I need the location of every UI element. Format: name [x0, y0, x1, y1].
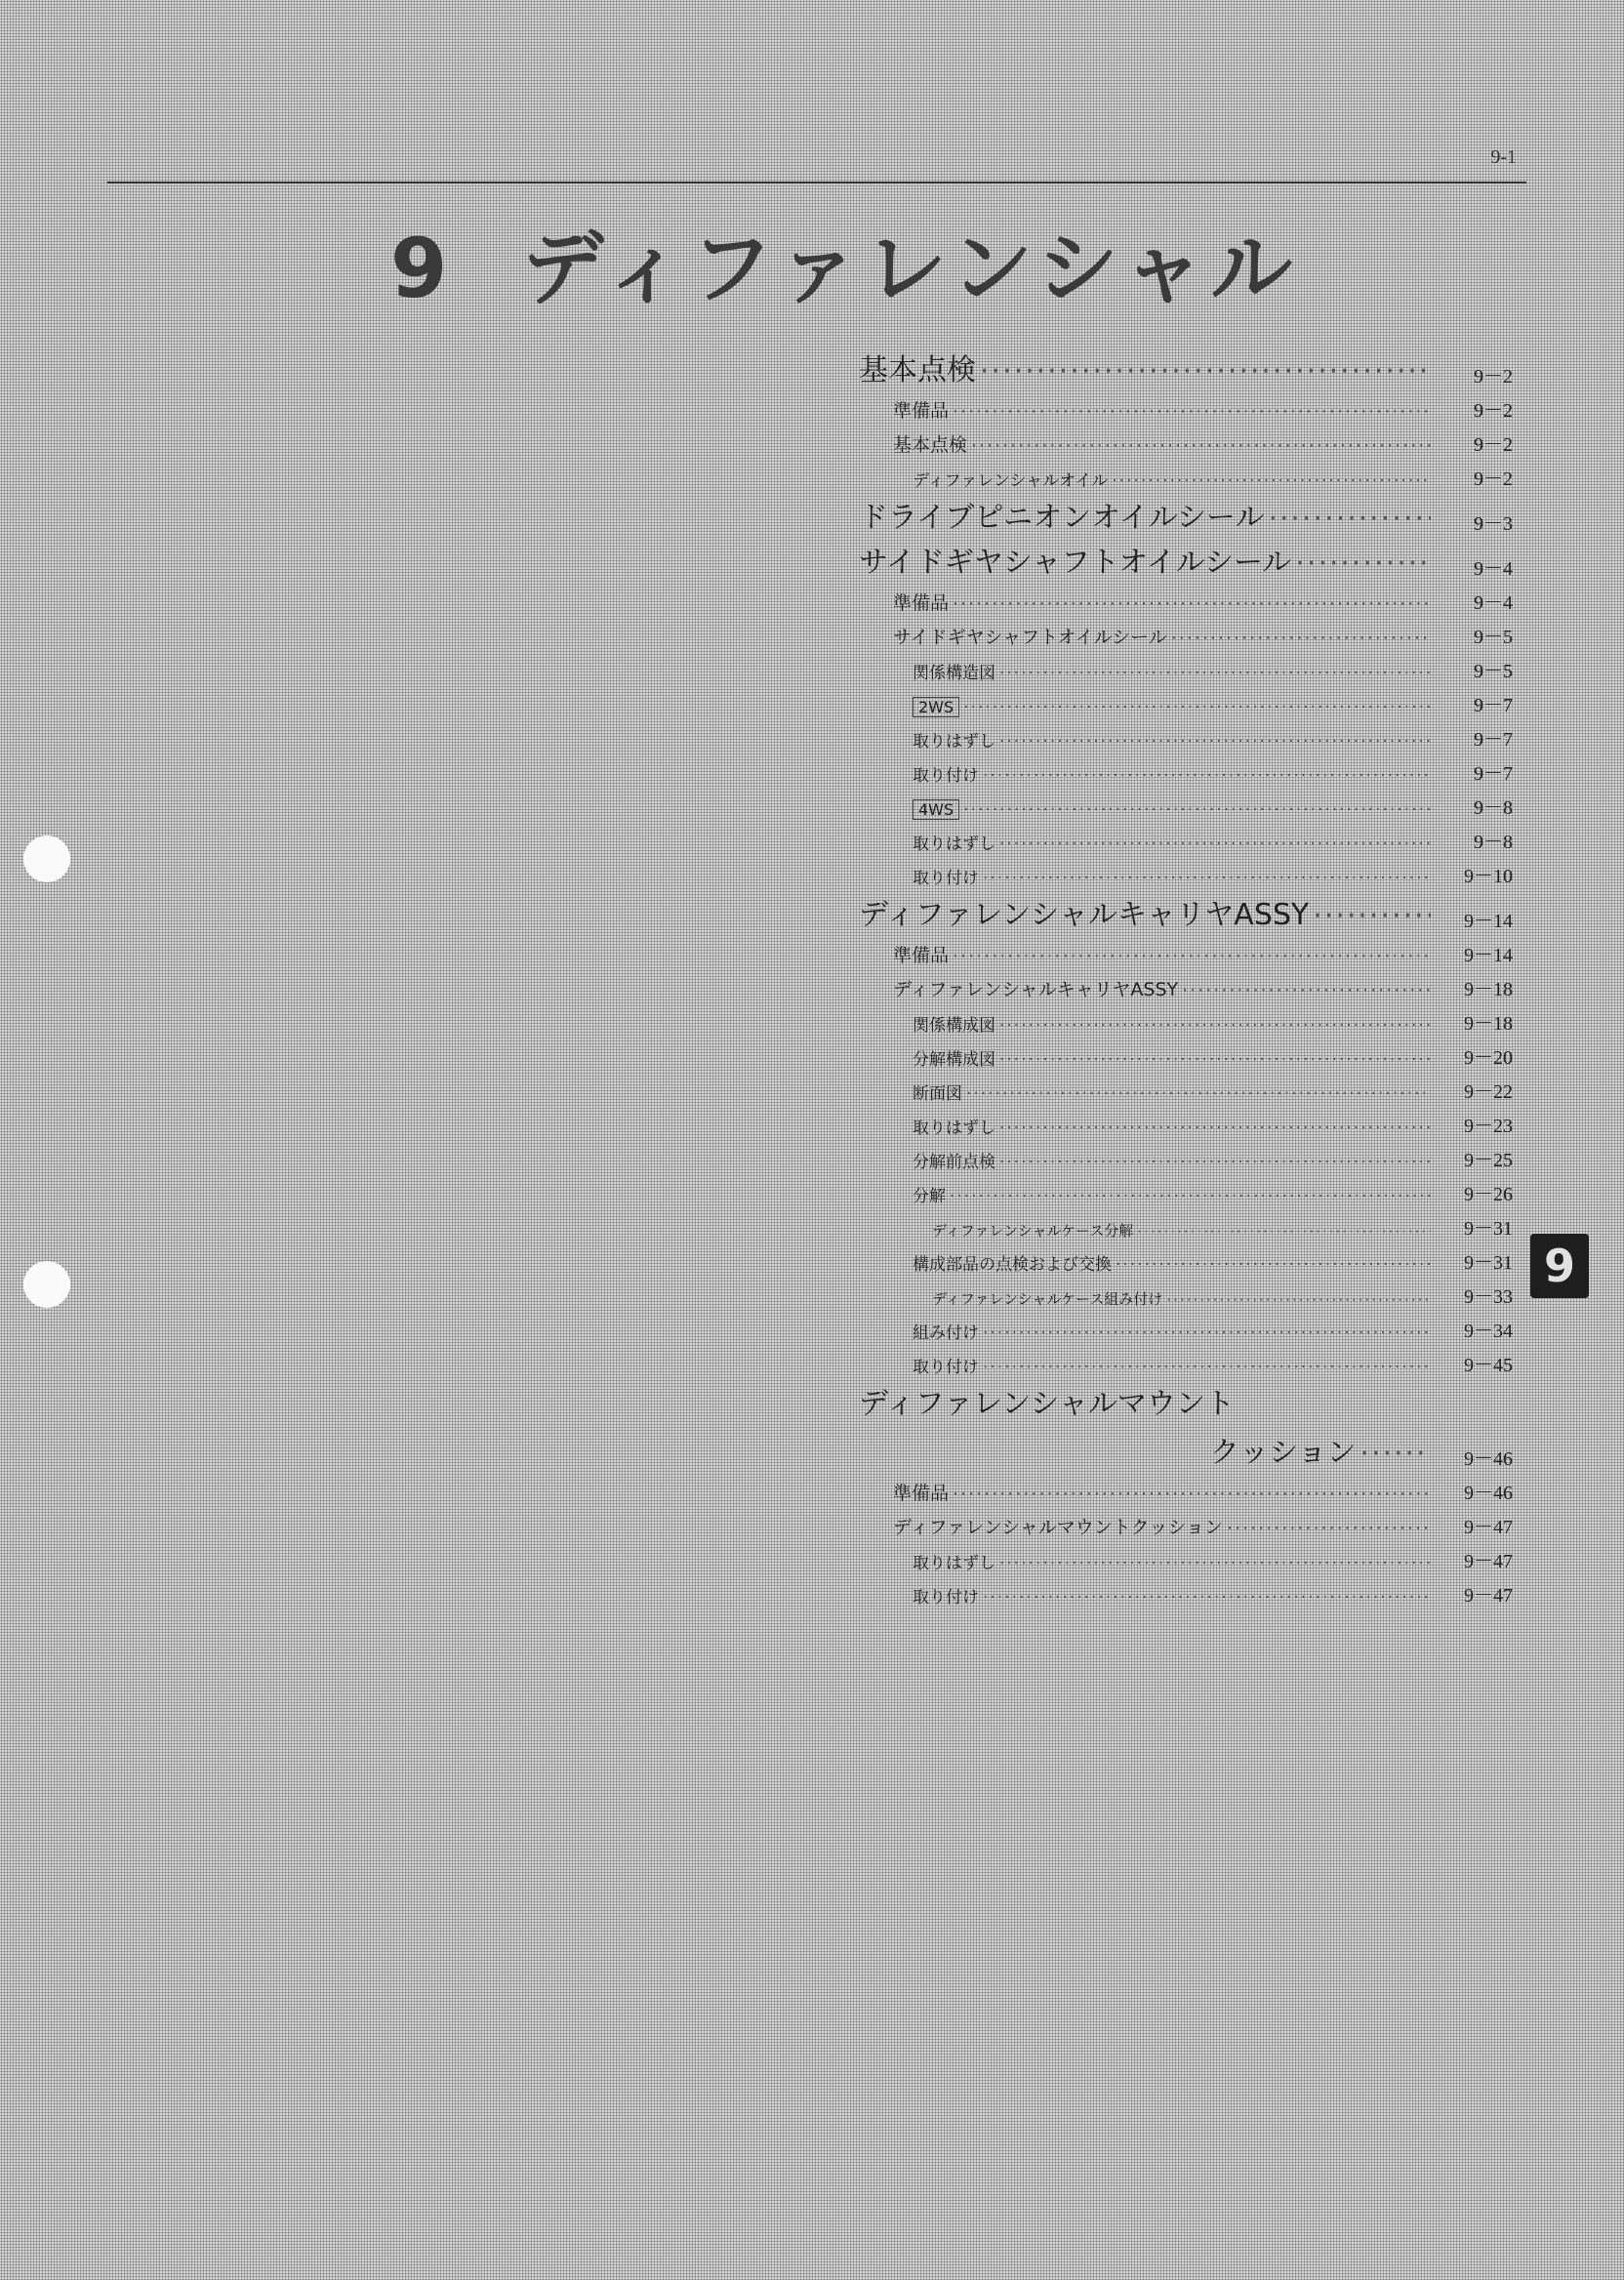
- toc-entry[interactable]: [859, 1138, 1513, 1172]
- toc-leader-dots: [999, 1554, 1431, 1573]
- toc-leader-dots: [983, 766, 1431, 786]
- toc-entry-label: 関係構成図: [913, 1016, 995, 1036]
- toc-entry-page: 9－20: [1464, 1047, 1513, 1069]
- toc-entry[interactable]: [859, 1172, 1513, 1206]
- toc-entry-label: 取りはずし: [913, 1119, 995, 1138]
- toc-entry-label: サイドギヤシャフトオイルシール: [893, 627, 1167, 648]
- toc-leader-dots: [1268, 502, 1431, 536]
- toc-entry[interactable]: [859, 1377, 1513, 1422]
- toc-leader-dots: [999, 664, 1431, 683]
- toc-entry-page: 9－22: [1464, 1081, 1513, 1103]
- toc-entry-page: 9－7: [1474, 695, 1513, 716]
- toc-entry[interactable]: [859, 649, 1513, 683]
- toc-entry-page: 9－5: [1474, 627, 1513, 648]
- chapter-title: [390, 220, 1298, 317]
- toc-entry-page: 9－10: [1464, 866, 1513, 887]
- toc-entry-page: 9－46: [1464, 1483, 1513, 1504]
- toc-leader-dots: [966, 1084, 1431, 1104]
- toc-leader-dots: [953, 1484, 1431, 1505]
- toc-entry[interactable]: [859, 933, 1513, 967]
- toc-entry-label: 基本点検: [893, 434, 968, 456]
- toc-entry[interactable]: [859, 1573, 1513, 1608]
- toc-entry[interactable]: [859, 888, 1513, 933]
- toc-leader-dots: [983, 869, 1431, 888]
- toc-leader-dots: [1182, 980, 1431, 1001]
- toc-entry-page: 9－47: [1464, 1517, 1513, 1538]
- toc-entry-page: 9－25: [1464, 1150, 1513, 1171]
- toc-leader-dots: [1313, 899, 1431, 933]
- toc-entry-label: ディファレンシャルオイル: [913, 471, 1109, 491]
- toc-leader-dots: [999, 732, 1431, 752]
- toc-leader-dots: [980, 354, 1431, 388]
- toc-leader-dots: [999, 1016, 1431, 1036]
- toc-entry[interactable]: [859, 388, 1513, 423]
- toc-entry-label: ディファレンシャルマウント: [859, 1387, 1235, 1421]
- toc-entry-page: 9－23: [1464, 1116, 1513, 1137]
- toc-leader-dots: [953, 593, 1431, 615]
- toc-leader-dots: [953, 401, 1431, 423]
- toc-entry[interactable]: [859, 854, 1513, 888]
- toc-leader-dots: [950, 1187, 1431, 1206]
- toc-leader-dots: [1171, 628, 1431, 649]
- toc-entry[interactable]: [859, 1070, 1513, 1104]
- toc-leader-dots: [999, 1050, 1431, 1070]
- toc-entry-page: 9－2: [1474, 434, 1513, 456]
- toc-leader-dots: [971, 435, 1431, 457]
- toc-entry-label: 取り付け: [913, 766, 979, 786]
- toc-entry-page: 9－34: [1464, 1321, 1513, 1342]
- toc-entry-page: 9－2: [1474, 468, 1513, 490]
- toc-entry[interactable]: [859, 752, 1513, 786]
- toc-entry-label: 取り付け: [913, 869, 979, 888]
- toc-entry[interactable]: [859, 683, 1513, 717]
- toc-entry[interactable]: [859, 1422, 1513, 1471]
- toc-entry[interactable]: [859, 344, 1513, 388]
- toc-entry-page: 9－2: [1474, 366, 1513, 387]
- toc-entry[interactable]: [859, 1241, 1513, 1275]
- toc-entry-label: 構成部品の点検および交換: [913, 1255, 1112, 1275]
- toc-leader-dots: [1116, 1255, 1431, 1275]
- toc-entry-label: 4WS: [913, 799, 959, 820]
- toc-entry-page: 9－2: [1474, 400, 1513, 422]
- toc-leader-dots: [983, 1358, 1431, 1377]
- toc-entry[interactable]: [859, 786, 1513, 820]
- toc-leader-dots: [963, 800, 1431, 820]
- toc-entry-page: 9－7: [1474, 763, 1513, 785]
- toc-entry-page: 9－3: [1474, 513, 1513, 535]
- toc-entry-label: 分解前点検: [913, 1153, 995, 1172]
- toc-entry-page: 9－47: [1464, 1585, 1513, 1607]
- toc-leader-dots: [999, 835, 1431, 854]
- toc-entry-label: 取り付け: [913, 1358, 979, 1377]
- toc-entry-label: 分解: [913, 1187, 946, 1206]
- toc-entry-label: 準備品: [893, 592, 950, 614]
- toc-entry-label: 基本点検: [859, 353, 976, 387]
- toc-entry-label: 取りはずし: [913, 732, 995, 752]
- toc-entry-page: 9－8: [1474, 832, 1513, 853]
- toc-leader-dots: [1295, 547, 1431, 581]
- toc-entry-label: サイドギヤシャフトオイルシール: [859, 546, 1292, 580]
- toc-entry[interactable]: [859, 491, 1513, 536]
- toc-leader-dots: [1112, 471, 1431, 491]
- toc-entry-label: 準備品: [893, 945, 950, 966]
- chapter-title-text: ディファレンシャル: [521, 221, 1299, 316]
- toc-entry-page: 9－45: [1464, 1355, 1513, 1376]
- toc-entry[interactable]: [859, 1036, 1513, 1070]
- toc-entry-label: 断面図: [913, 1084, 962, 1104]
- toc-entry[interactable]: [859, 1505, 1513, 1539]
- toc-leader-dots: [999, 1153, 1431, 1172]
- toc-entry-label: 取りはずし: [913, 835, 995, 854]
- binder-hole: [23, 1261, 70, 1308]
- toc-entry-page: 9－33: [1464, 1286, 1513, 1308]
- toc-entry-page: 9－4: [1474, 558, 1513, 580]
- toc-entry-page: 9－8: [1474, 797, 1513, 819]
- toc-entry[interactable]: [859, 1275, 1513, 1309]
- toc-entry[interactable]: [859, 1104, 1513, 1138]
- header-rule: [107, 182, 1526, 183]
- toc-leader-dots: [1360, 1437, 1431, 1471]
- toc-entry-page: 9－31: [1464, 1252, 1513, 1274]
- page-number: 9-1: [1490, 146, 1517, 168]
- toc-entry-label: ディファレンシャルキャリヤASSY: [859, 898, 1310, 932]
- toc-entry[interactable]: [859, 615, 1513, 649]
- toc-entry-label: クッション: [1210, 1436, 1357, 1470]
- toc-leader-dots: [999, 1119, 1431, 1138]
- toc-leader-dots: [1137, 1223, 1431, 1241]
- toc-leader-dots: [1227, 1518, 1431, 1539]
- toc-leader-dots: [963, 698, 1431, 717]
- toc-entry[interactable]: [859, 1343, 1513, 1377]
- toc-entry-label: ディファレンシャルキャリヤASSY: [893, 979, 1179, 1000]
- chapter-number: 9: [390, 221, 454, 316]
- toc-entry-label: ディファレンシャルマウントクッション: [893, 1517, 1224, 1538]
- toc-entry-label: ディファレンシャルケース分解: [932, 1222, 1134, 1240]
- toc-entry-page: 9－4: [1474, 592, 1513, 614]
- toc-entry[interactable]: [859, 1309, 1513, 1343]
- toc-leader-dots: [983, 1323, 1431, 1343]
- toc-leader-dots: [1166, 1291, 1431, 1309]
- toc-entry-page: 9－18: [1464, 979, 1513, 1000]
- toc-entry[interactable]: [859, 1471, 1513, 1505]
- binder-hole: [23, 835, 70, 882]
- toc-entry-label: 準備品: [893, 400, 950, 422]
- toc-entry[interactable]: [859, 581, 1513, 615]
- toc-entry[interactable]: [859, 1001, 1513, 1036]
- toc-entry-label: 準備品: [893, 1483, 950, 1504]
- toc-entry[interactable]: [859, 423, 1513, 457]
- toc-entry-page: 9－47: [1464, 1551, 1513, 1572]
- toc-entry[interactable]: [859, 820, 1513, 854]
- toc-leader-dots: [953, 946, 1431, 967]
- toc-entry[interactable]: [859, 457, 1513, 491]
- toc-entry[interactable]: [859, 536, 1513, 581]
- toc-leader-dots: [983, 1588, 1431, 1608]
- toc-entry-label: 組み付け: [913, 1323, 979, 1343]
- toc-entry-label: ディファレンシャルケース組み付け: [932, 1290, 1163, 1308]
- toc-entry-page: 9－14: [1464, 945, 1513, 966]
- toc-entry-page: 9－5: [1474, 661, 1513, 682]
- toc-entry-page: 9－46: [1464, 1448, 1513, 1470]
- toc-entry-page: 9－7: [1474, 729, 1513, 751]
- toc-entry-label: 分解構成図: [913, 1050, 995, 1070]
- toc-entry[interactable]: [859, 967, 1513, 1001]
- toc-entry-label: 取りはずし: [913, 1554, 995, 1573]
- toc-entry[interactable]: [859, 1206, 1513, 1241]
- toc-entry-label: 取り付け: [913, 1588, 979, 1608]
- toc-entry-label: ドライブピニオンオイルシール: [859, 501, 1265, 535]
- toc-entry[interactable]: [859, 717, 1513, 752]
- toc-entry-label: 関係構造図: [913, 664, 995, 683]
- toc-entry-page: 9－18: [1464, 1013, 1513, 1035]
- toc-entry-label: 2WS: [913, 697, 959, 717]
- toc-entry[interactable]: [859, 1539, 1513, 1573]
- table-of-contents: [859, 344, 1513, 1608]
- toc-entry-page: 9－31: [1464, 1218, 1513, 1240]
- chapter-tab[interactable]: 9: [1530, 1234, 1589, 1298]
- toc-entry-page: 9－14: [1464, 911, 1513, 932]
- toc-entry-page: 9－26: [1464, 1184, 1513, 1205]
